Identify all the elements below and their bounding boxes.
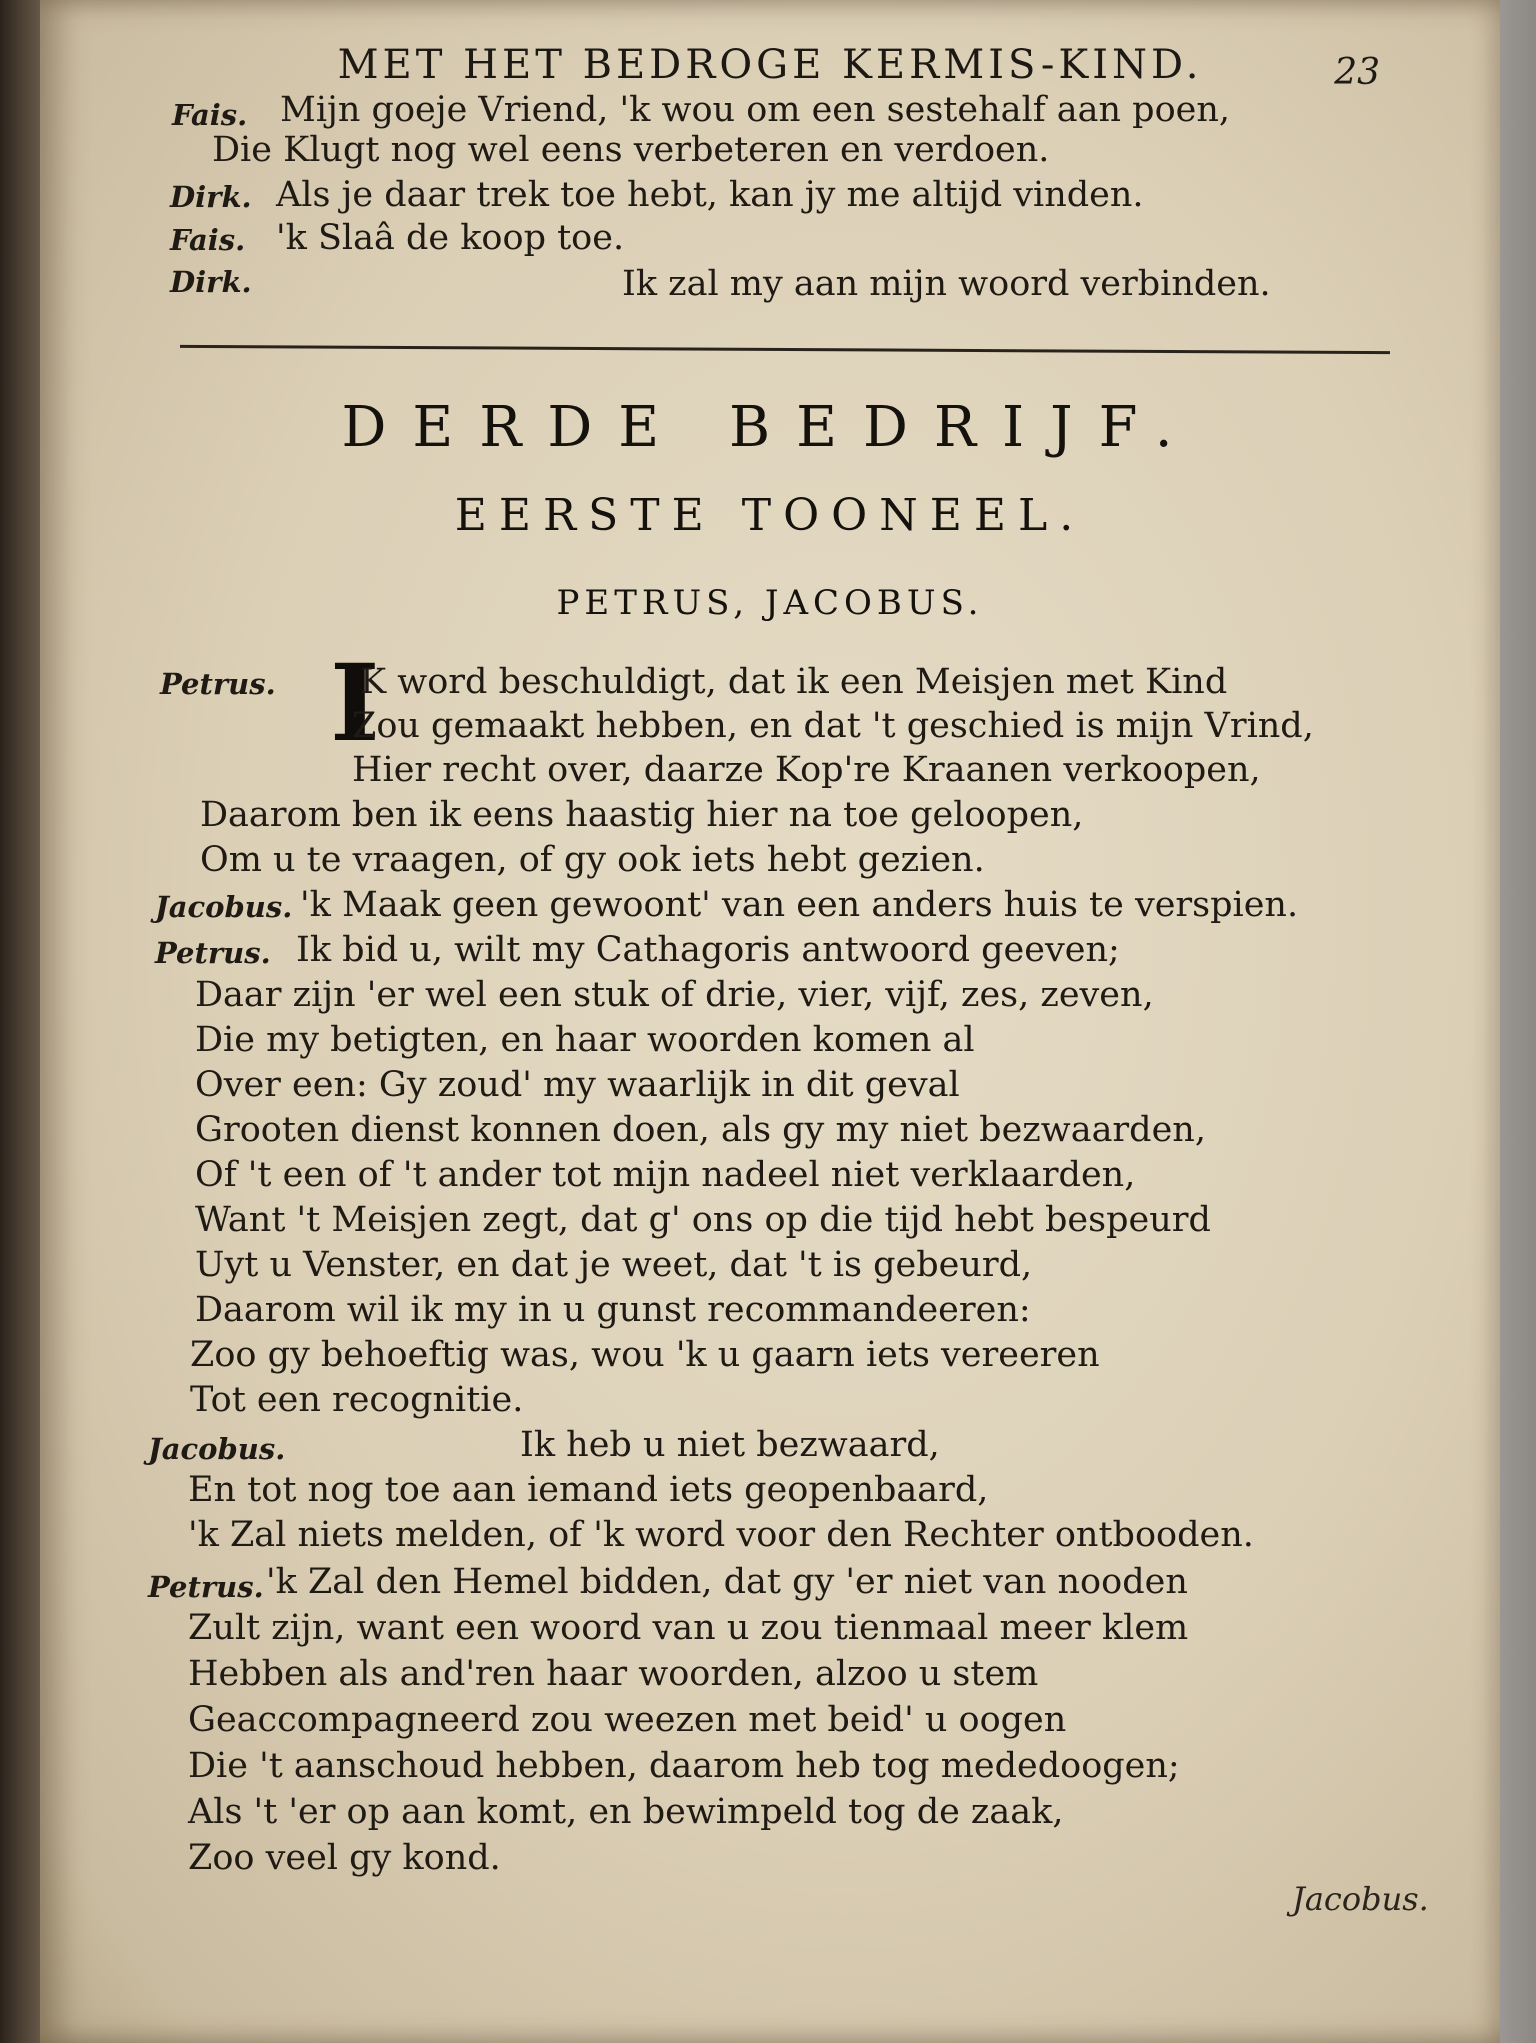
verse-line: 'k Slaâ de koop toe. — [276, 218, 625, 258]
verse-line: K word beschuldigt, dat ik een Meisjen met Kind — [360, 662, 1228, 702]
book-page — [40, 0, 1500, 2043]
page-number: 23 — [1334, 52, 1380, 93]
verse-line: 'k Maak geen gewoont' van een anders huis te verspien. — [300, 885, 1299, 925]
act-title: DERDE BEDRIJF. — [341, 395, 1199, 460]
verse-line: Zult zijn, want een woord van u zou tienmaal meer klem — [188, 1608, 1189, 1648]
verse-line: Zoo gy behoeftig was, wou 'k u gaarn iets vereeren — [190, 1335, 1100, 1375]
verse-line: Zoo veel gy kond. — [188, 1838, 501, 1878]
catchword: Jacobus. — [1292, 1880, 1429, 1918]
speaker-label: Petrus. — [155, 936, 271, 970]
verse-line: En tot nog toe aan iemand iets geopenbaard, — [188, 1470, 989, 1510]
drop-cap: I — [330, 640, 380, 765]
verse-line: Daarom wil ik my in u gunst recommandeeren: — [195, 1290, 1031, 1330]
verse-line: Om u te vraagen, of gy ook iets hebt gezien. — [200, 840, 985, 880]
speaker-label: Fais. — [170, 223, 246, 257]
verse-line: Tot een recognitie. — [190, 1380, 524, 1420]
characters-heading: PETRUS, JACOBUS. — [556, 583, 984, 623]
verse-line: Als je daar trek toe hebt, kan jy me altijd vinden. — [276, 175, 1144, 215]
verse-line: Ik heb u niet bezwaard, — [520, 1425, 940, 1465]
running-header: MET HET BEDROGE KERMIS-KIND. — [337, 42, 1203, 88]
verse-line: Hebben als and'ren haar woorden, alzoo u stem — [188, 1654, 1039, 1694]
scene-title: EERSTE TOONEEL. — [454, 490, 1086, 541]
verse-line: 'k Zal niets melden, of 'k word voor den Rechter ontbooden. — [188, 1515, 1254, 1555]
speaker-label: Dirk. — [170, 265, 252, 299]
speaker-label: Jacobus. — [148, 1432, 286, 1466]
verse-line: Daar zijn 'er wel een stuk of drie, vier, vijf, zes, zeven, — [195, 975, 1154, 1015]
verse-line: Geaccompagneerd zou weezen met beid' u oogen — [188, 1700, 1067, 1740]
verse-line: Mijn goeje Vriend, 'k wou om een sestehalf aan poen, — [280, 90, 1231, 130]
section-divider — [180, 345, 1390, 354]
verse-line: Zou gemaakt hebben, en dat 't geschied is mijn Vrind, — [352, 706, 1314, 746]
verse-line: Over een: Gy zoud' my waarlijk in dit geval — [195, 1065, 960, 1105]
verse-line: Uyt u Venster, en dat je weet, dat 't is gebeurd, — [195, 1245, 1033, 1285]
verse-line: 'k Zal den Hemel bidden, dat gy 'er niet van nooden — [266, 1562, 1188, 1602]
verse-line: Die 't aanschoud hebben, daarom heb tog mededoogen; — [188, 1746, 1180, 1786]
speaker-label: Jacobus. — [155, 890, 293, 924]
verse-line: Als 't 'er op aan komt, en bewimpeld tog de zaak, — [188, 1792, 1064, 1832]
speaker-label: Dirk. — [170, 180, 252, 214]
verse-line: Ik bid u, wilt my Cathagoris antwoord geeven; — [296, 930, 1120, 970]
speaker-label: Petrus. — [160, 667, 276, 701]
speaker-label: Fais. — [172, 98, 248, 132]
verse-line: Grooten dienst konnen doen, als gy my niet bezwaarden, — [195, 1110, 1206, 1150]
verse-line: Want 't Meisjen zegt, dat g' ons op die tijd hebt bespeurd — [195, 1200, 1211, 1240]
speaker-label: Petrus. — [148, 1570, 264, 1604]
verse-line: Daarom ben ik eens haastig hier na toe geloopen, — [200, 795, 1084, 835]
verse-line: Die Klugt nog wel eens verbeteren en verdoen. — [212, 130, 1050, 170]
verse-line: Hier recht over, daarze Kop're Kraanen verkoopen, — [352, 750, 1261, 790]
verse-line: Ik zal my aan mijn woord verbinden. — [622, 264, 1271, 304]
verse-line: Of 't een of 't ander tot mijn nadeel niet verklaarden, — [195, 1155, 1136, 1195]
verse-line: Die my betigten, en haar woorden komen al — [195, 1020, 975, 1060]
